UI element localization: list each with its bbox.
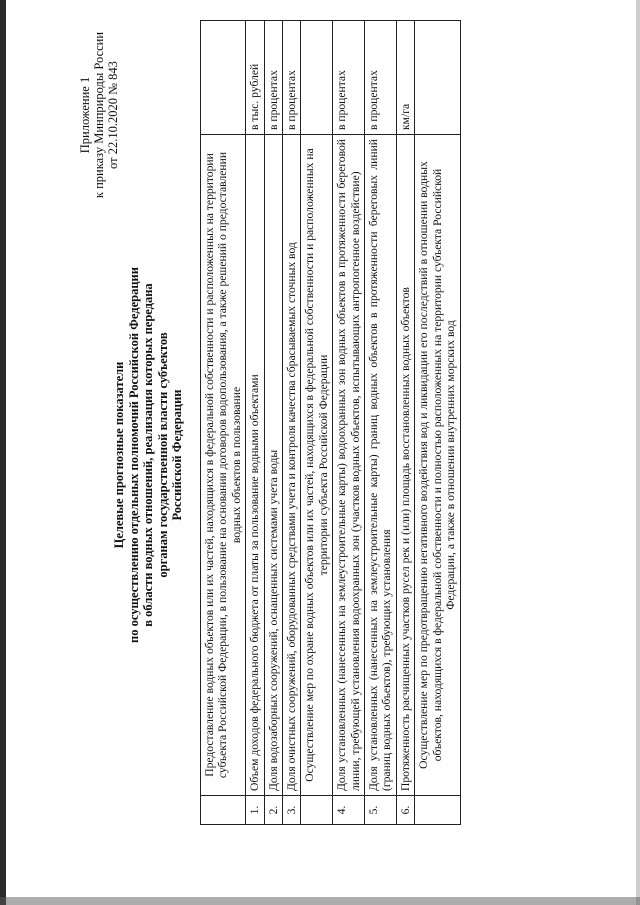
appendix-date: от 22.10.2020 № 843 bbox=[106, 61, 120, 169]
section-row bbox=[201, 21, 246, 825]
document-title bbox=[112, 175, 185, 735]
row-description: Объем доходов федерального бюджета от платы за пользование водными объектами bbox=[246, 135, 264, 796]
title-line-5: Российской Федерации bbox=[170, 389, 184, 521]
row-number: 1. bbox=[246, 796, 264, 825]
section-spacer bbox=[415, 796, 460, 825]
row-description: Доля водозаборных сооружений, оснащенных системами учета воды bbox=[264, 135, 282, 796]
row-unit: км/га bbox=[396, 21, 414, 135]
title-line-3: в области водных отношений, реализация которых передана bbox=[141, 283, 155, 627]
row-number: 3. bbox=[283, 796, 301, 825]
table-row bbox=[365, 21, 397, 825]
row-description: Доля установленных (нанесенных на землеустроительные карты) границ водных объектов в протяженности береговых линий (границ водных объектов), требующих установления bbox=[365, 135, 397, 796]
section-heading: Осуществление мер по предотвращению негативного воздействия вод и ликвидации его последствий в отношении водных объектов, находящихся в федеральной собственности и полностью расположенных на территории субъекта Российской Федерации, а также в отношении внутренних морских вод bbox=[415, 135, 460, 796]
row-unit: в процентах bbox=[283, 21, 301, 135]
appendix-order: к приказу Минприроды России bbox=[92, 31, 106, 199]
section-heading: Осуществление мер по охране водных объектов или их частей, находящихся в федеральной собственности и расположенных на территории субъекта Российской Федерации bbox=[301, 135, 333, 796]
table-row bbox=[283, 21, 301, 825]
title-line-2: по осуществлению отдельных полномочий Российской Федерации bbox=[126, 267, 141, 643]
section-spacer bbox=[301, 796, 333, 825]
row-description: Доля установленных (нанесенных на землеустроительные карты) водоохранных зон водных объектов в протяженности береговой линии, требующей установления водоохранных зон (участков водных объектов, испытывающих антропогенное воздействие) bbox=[333, 135, 365, 796]
row-unit: в процентах bbox=[365, 21, 397, 135]
table-row bbox=[396, 21, 414, 825]
section-row bbox=[301, 21, 333, 825]
section-spacer bbox=[201, 796, 246, 825]
section-spacer bbox=[201, 21, 246, 135]
title-line-1: Целевые прогнозные показатели bbox=[112, 361, 126, 549]
row-number: 2. bbox=[264, 796, 282, 825]
section-heading: Предоставление водных объектов или их частей, находящихся в федеральной собственности и расположенных на территории субъекта Российской Федерации, в пользование на основании договоров водопользования, а также решений о предоставлении водных объектов в пользование bbox=[201, 135, 246, 796]
table-row bbox=[333, 21, 365, 825]
row-number: 5. bbox=[365, 796, 397, 825]
row-number: 6. bbox=[396, 796, 414, 825]
section-row bbox=[415, 21, 460, 825]
row-unit: в тыс. рублей bbox=[246, 21, 264, 135]
row-number: 4. bbox=[333, 796, 365, 825]
section-spacer bbox=[301, 21, 333, 135]
row-unit: в процентах bbox=[264, 21, 282, 135]
appendix-number: Приложение 1 bbox=[78, 76, 92, 154]
row-description: Протяженность расчищенных участков русел рек и (или) площадь восстановленных водных объектов bbox=[396, 135, 414, 796]
title-line-4: органам государственной власти субъектов bbox=[155, 332, 170, 578]
row-description: Доля очистных сооружений, оборудованных средствами учета и контроля качества сбрасываемых сточных вод bbox=[283, 135, 301, 796]
table-row bbox=[246, 21, 264, 825]
table-row bbox=[264, 21, 282, 825]
section-spacer bbox=[415, 21, 460, 135]
indicators-table bbox=[200, 20, 461, 825]
row-unit: в процентах bbox=[333, 21, 365, 135]
